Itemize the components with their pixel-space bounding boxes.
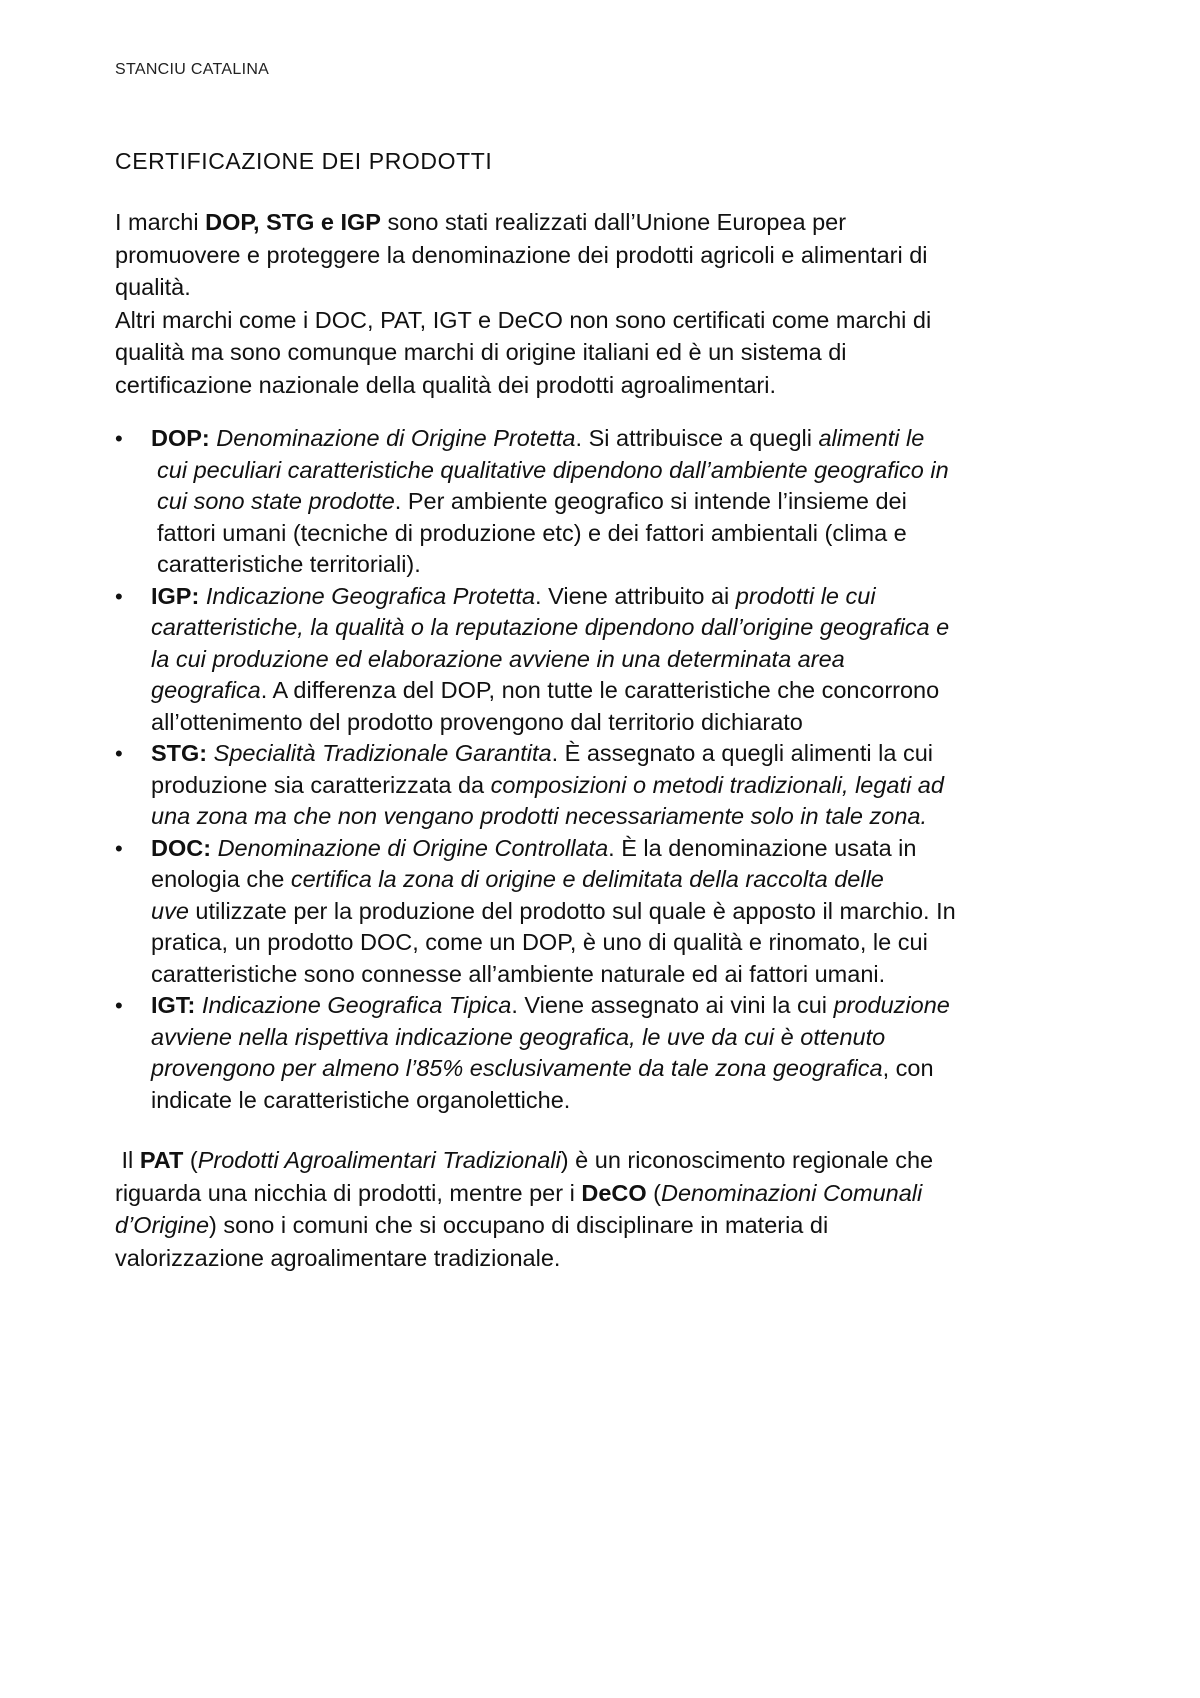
text-line — [151, 801, 1105, 833]
text-line: caratteristiche sono connesse all’ambiente naturale ed ai fattori umani. — [151, 960, 886, 987]
text-run: avviene nella rispettiva indicazione geografica, le uve da cui è ottenuto — [151, 1023, 886, 1050]
text-line — [151, 581, 1105, 613]
text-run: enologia che — [151, 866, 291, 892]
text-run: ) è un riconoscimento regionale che — [560, 1147, 934, 1173]
text-run: . Viene assegnato ai vini la cui — [511, 992, 834, 1018]
bold-term: DeCO — [581, 1179, 647, 1206]
text-line — [151, 864, 1105, 896]
closing-paragraph — [115, 1144, 1105, 1274]
item-label: IGT: — [151, 992, 196, 1018]
document-title: CERTIFICAZIONE DEI PRODOTTI — [115, 148, 493, 174]
item-name: Indicazione Geografica Protetta — [205, 582, 536, 609]
text-run: Denominazioni Comunali — [661, 1179, 923, 1206]
text-run: provengono per almeno l’85% esclusivamente da tale zona geografica — [151, 1055, 883, 1081]
text-run: produzione sia caratterizzata da — [151, 771, 491, 798]
text-line — [151, 486, 1105, 518]
text-run: una zona ma che non vengano prodotti necessariamente solo in tale zona. — [151, 803, 928, 829]
item-label: DOP: — [151, 425, 210, 451]
text-line — [151, 1053, 1105, 1085]
text-run: geografica — [151, 677, 261, 703]
text-run: , con — [882, 1055, 934, 1081]
text-run: certifica la zona di origine e delimitata della raccolta delle — [290, 866, 884, 892]
text-run: cui peculiari caratteristiche qualitative dipendono dall’ambiente geografico in — [157, 456, 949, 483]
item-label: STG: — [151, 740, 208, 766]
text-run: caratteristiche, la qualità o la reputazione dipendono dall’origine geografica e — [151, 614, 950, 640]
text-run: ( — [646, 1179, 661, 1206]
intro-paragraphs — [115, 206, 1105, 401]
bullet-icon: • — [115, 993, 123, 1018]
text-line — [151, 896, 1105, 928]
bullet-icon: • — [115, 741, 123, 766]
text-line — [151, 770, 1105, 802]
text-run: cui sono state prodotte — [157, 488, 395, 514]
intro-paragraph-2 — [115, 304, 1105, 402]
text-line: caratteristiche territoriali). — [157, 551, 421, 577]
text-line: certificazione nazionale della qualità dei prodotti agroalimentari. — [115, 371, 777, 398]
text-line: qualità. — [115, 274, 191, 300]
document-body — [115, 206, 1105, 1274]
text-line: all’ottenimento del prodotto provengono dal territorio dichiarato — [151, 708, 803, 735]
text-line: indicate le caratteristiche organolettiche. — [151, 1086, 571, 1113]
text-run: la cui produzione ed elaborazione avviene in una determinata area — [151, 645, 845, 672]
intro-paragraph-1 — [115, 206, 1105, 304]
text-line: valorizzazione agroalimentare tradizionale. — [115, 1244, 561, 1271]
list-item-igp — [115, 581, 1105, 739]
text-run: . Viene attribuito ai — [535, 582, 736, 609]
text-line: fattori umani (tecniche di produzione etc) e dei fattori ambientali (clima e — [157, 519, 907, 546]
list-item-igt — [115, 990, 1105, 1116]
item-label: IGP: — [151, 582, 200, 609]
text-line: qualità ma sono comunque marchi di origine italiani ed è un sistema di — [115, 339, 847, 365]
item-name: Denominazione di Origine Controllata — [217, 834, 609, 861]
text-line: pratica, un prodotto DOC, come un DOP, è uno di qualità e rinomato, le cui — [151, 929, 928, 955]
item-name: Specialità Tradizionale Garantita — [213, 740, 552, 766]
text-run: . Si attribuisce a quegli — [575, 425, 819, 451]
list-item-doc — [115, 833, 1105, 991]
text-run: alimenti le — [818, 425, 925, 451]
list-item-dop — [115, 423, 1105, 581]
text-line — [151, 644, 1105, 676]
text-run: utilizzate per la produzione del prodotto sul quale è apposto il marchio. In — [188, 897, 956, 924]
text-run: . A differenza del DOP, non tutte le caratteristiche che concorrono — [260, 677, 940, 703]
text-run: Il — [115, 1147, 140, 1173]
text-line — [151, 423, 1105, 455]
text-run: . È assegnato a quegli alimenti la cui — [551, 740, 934, 766]
text-line — [151, 675, 1105, 707]
text-run: d’Origine — [115, 1212, 210, 1238]
text-run: . È la denominazione usata in — [608, 834, 917, 861]
text-run: Prodotti Agroalimentari Tradizionali — [197, 1147, 561, 1173]
item-name: Denominazione di Origine Protetta — [216, 425, 576, 451]
text-line — [151, 455, 1105, 487]
text-run: riguarda una nicchia di prodotti, mentre per i — [115, 1179, 582, 1206]
text-run: I marchi — [115, 209, 206, 235]
text-run: produzione — [833, 992, 950, 1018]
bullet-icon: • — [115, 583, 123, 609]
author-header: STANCIU CATALINA — [115, 61, 270, 78]
text-line — [115, 1209, 1105, 1242]
text-line — [115, 1177, 1105, 1210]
text-line — [151, 990, 1105, 1022]
bold-term: PAT — [139, 1147, 184, 1173]
list-item-stg — [115, 738, 1105, 833]
text-run: uve — [151, 897, 189, 924]
text-run: ) sono i comuni che si occupano di disciplinare in materia di — [209, 1212, 829, 1238]
text-line: promuovere e proteggere la denominazione dei prodotti agricoli e alimentari di — [115, 241, 928, 268]
text-run: . Per ambiente geografico si intende l’insieme dei — [394, 488, 907, 514]
text-line — [151, 1022, 1105, 1054]
text-line — [151, 833, 1105, 865]
bullet-icon: • — [115, 835, 123, 861]
text-run: ( — [183, 1147, 198, 1173]
text-line — [115, 206, 1105, 239]
text-line: Altri marchi come i DOC, PAT, IGT e DeCO non sono certificati come marchi di — [115, 306, 932, 333]
text-run: prodotti le cui — [735, 582, 876, 609]
item-label: DOC: — [151, 834, 212, 861]
text-line — [115, 1144, 1105, 1177]
certification-list — [115, 423, 1105, 1116]
bold-marks: DOP, STG e IGP — [205, 209, 381, 235]
text-line — [151, 738, 1105, 770]
text-run: composizioni o metodi tradizionali, legati ad — [490, 771, 944, 798]
text-line — [151, 612, 1105, 644]
item-name: Indicazione Geografica Tipica — [201, 992, 512, 1018]
bullet-icon: • — [115, 426, 123, 451]
text-run: sono stati realizzati dall’Unione Europea per — [380, 209, 847, 235]
